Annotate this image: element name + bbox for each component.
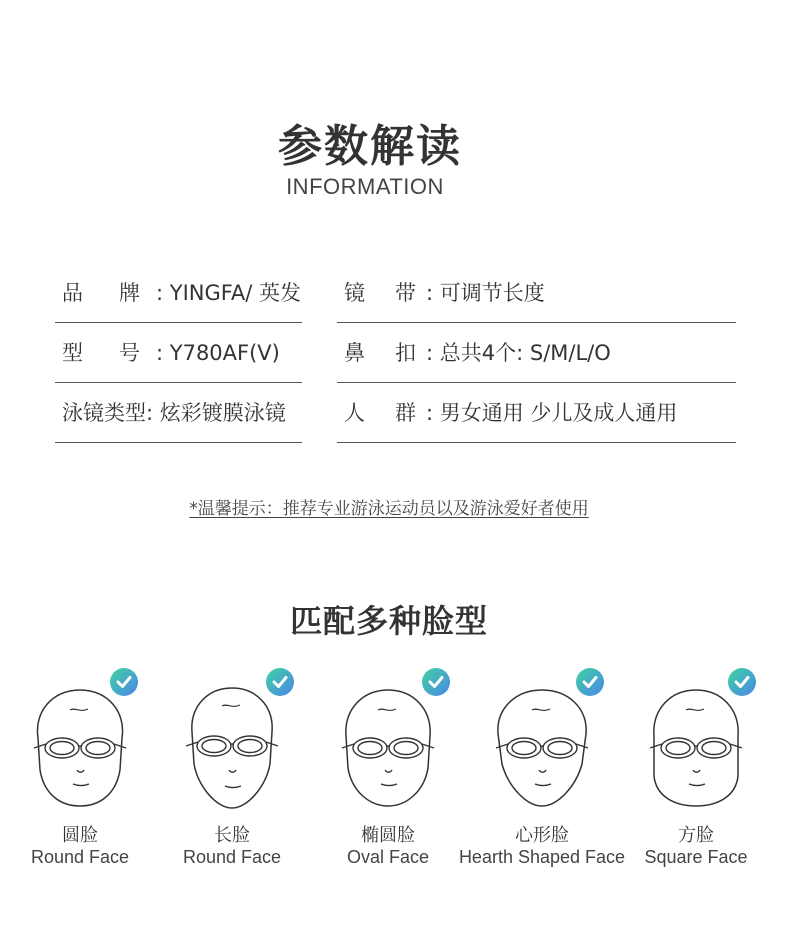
face-label-cn: 圆脸 [62,825,98,846]
spec-row [55,264,736,324]
face-label-cn: 心形脸 [515,825,569,846]
spec-value: : YINGFA/ 英发 [156,281,302,305]
warm-tip: *温馨提示：推荐专业游泳运动员以及游泳爱好者使用 [189,499,589,519]
spec-value: : 炫彩镀膜泳镜 [146,401,286,425]
page-title: 参数解读 [278,121,462,172]
face-card-square [616,668,776,878]
face-label-en: Square Face [644,847,748,867]
spec-row [55,324,736,384]
check-circle-icon [576,668,604,696]
page-subtitle: INFORMATION [286,174,444,199]
spec-cell-audience [337,384,736,443]
spec-label: 品 牌 [62,281,140,305]
spec-label: 人 群 [344,401,416,425]
spec-cell-strap [337,264,736,323]
face-with-goggles-icon [338,682,438,810]
spec-label: 鼻 扣 [344,341,416,365]
spec-value: : 总共4个: S/M/L/O [426,341,611,365]
check-circle-icon [110,668,138,696]
spec-cell-type [55,384,302,443]
spec-table [55,264,736,444]
face-label-en: Oval Face [346,847,430,867]
faces-section-title: 匹配多种脸型 [289,602,488,640]
face-type-list [0,668,790,888]
face-label-en: Round Face [30,847,130,867]
check-circle-icon [266,668,294,696]
face-with-goggles-icon [492,682,592,810]
spec-cell-nosepiece [337,324,736,383]
face-label-en: Hearth Shaped Face [458,847,626,867]
spec-value: : 可调节长度 [426,281,545,305]
check-circle-icon [728,668,756,696]
face-label-cn: 椭圆脸 [361,825,415,846]
spec-label: 镜 带 [344,281,416,305]
face-with-goggles-icon [182,682,282,810]
face-label-en: Round Face [182,847,282,867]
spec-cell-model [55,324,302,383]
face-with-goggles-icon [646,682,746,810]
spec-label: 泳镜类型 [62,401,146,425]
spec-value: : 男女通用 少儿及成人通用 [426,401,678,425]
spec-row [55,384,736,444]
face-with-goggles-icon [30,682,130,810]
face-label-cn: 长脸 [214,825,250,846]
spec-cell-brand [55,264,302,323]
spec-label: 型 号 [62,341,140,365]
check-circle-icon [422,668,450,696]
face-label-cn: 方脸 [678,825,714,846]
spec-value: : Y780AF(V) [156,341,280,365]
